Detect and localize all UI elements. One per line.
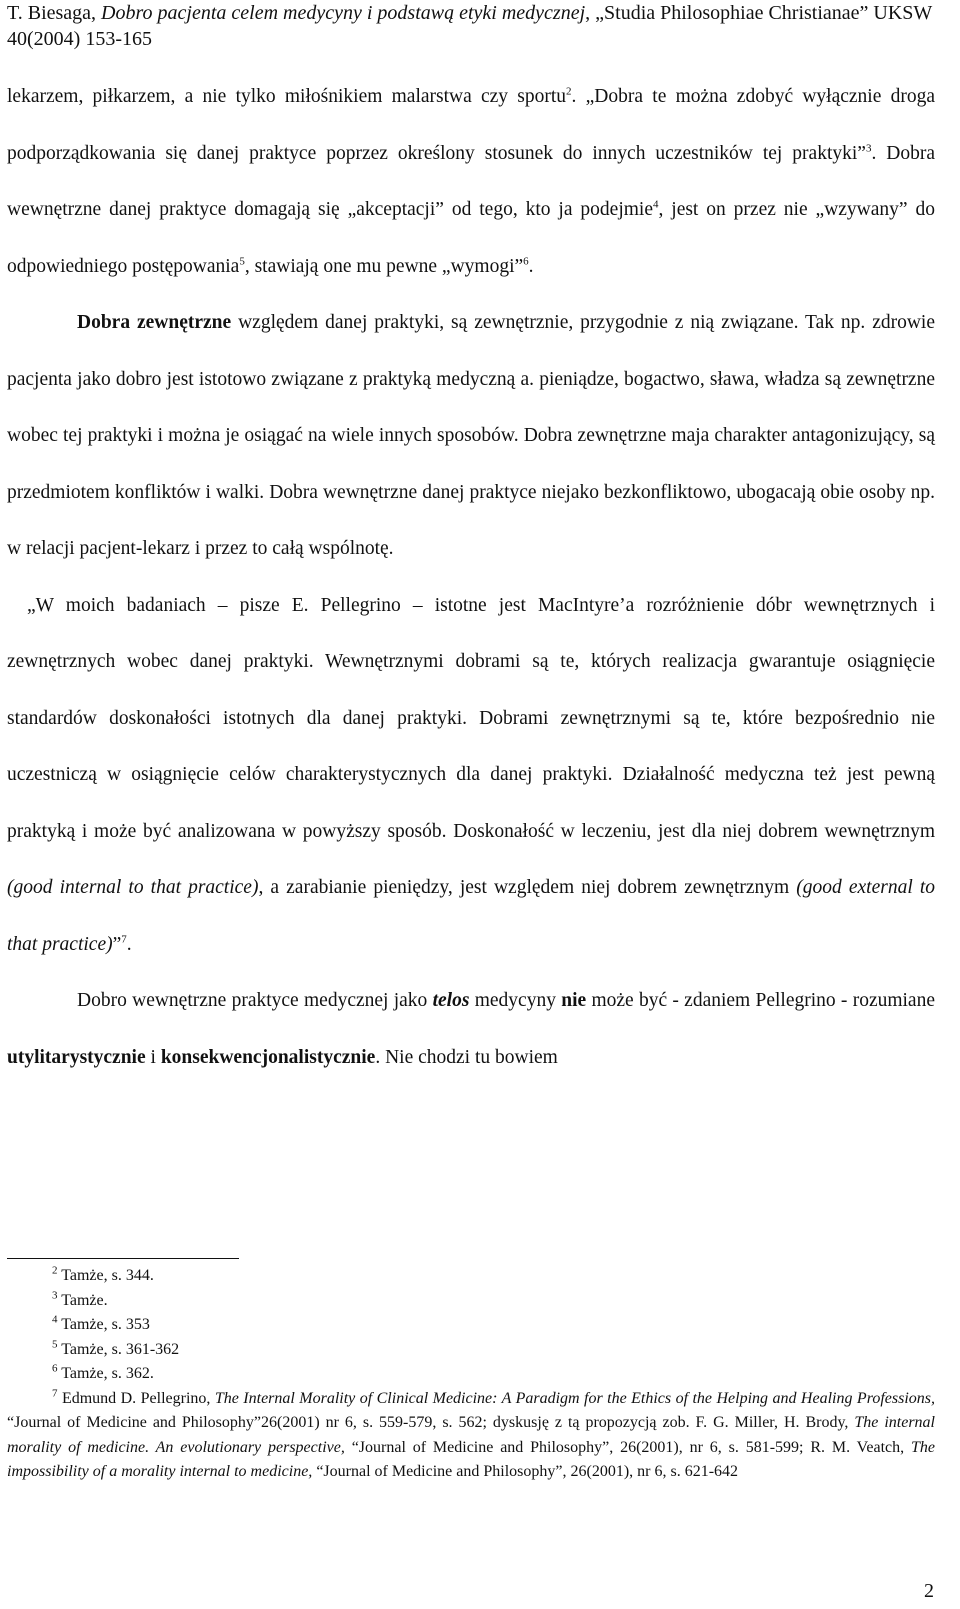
- bold-term: nie: [561, 990, 587, 1011]
- footnote-number: 7: [52, 1387, 58, 1400]
- footnote-item: [7, 1362, 935, 1387]
- text-run: lekarzem, piłkarzem, a nie tylko miłośnikiem malarstwa czy sportu: [7, 86, 567, 107]
- text-run: ”: [112, 933, 122, 955]
- page-number: 2: [924, 1580, 934, 1602]
- footnote-item: [7, 1338, 935, 1363]
- paragraph-2: [7, 295, 935, 578]
- footnote-italic: The Internal Morality of Clinical Medicine: A Paradigm for the Ethics of the Helping and Healing Professions,: [214, 1389, 935, 1407]
- footnote-text: “Journal of Medicine and Philosophy”, 26(2001), nr 6, s. 621-642: [312, 1463, 739, 1480]
- text-run: „W moich badaniach – pisze E. Pellegrino – istotne jest MacIntyre’a rozróżnienie dóbr wewnętrznych i zewnętrznych wobec danej praktyki. Wewnętrznymi dobrami są te, których realizacja gwarantuje osiągnięcie standardów doskonałości istotnych dla danej praktyki. Dobrami zewnętrznymi są te, które bezpośrednio nie uczestniczą w osiągnięcie celów charakterystycznych dla danej praktyki. Działalność medyczna też jest pewną praktyką i może być analizowana w powyższy sposób. Doskonałość w leczeniu, jest dla niej dobrem wewnętrznym: [7, 594, 935, 842]
- text-run: .: [528, 255, 534, 277]
- text-run: . „Dobra te można zdobyć wyłącznie droga podporządkowania się danej praktyce poprzez określony stosunek do innych uczestników tej praktyki”: [7, 86, 936, 164]
- footnote-text: “Journal of Medicine and Philosophy”26(2001) nr 6, s. 559-579, s. 562; dyskusję z tą propozycją zob. F. G. Miller, H. Brody,: [7, 1414, 855, 1431]
- footnote-ref[interactable]: 3: [865, 142, 872, 154]
- footnote-italic: The internal morality of medicine. An evolutionary perspective,: [7, 1414, 935, 1456]
- paragraph-1: [7, 69, 935, 295]
- paragraph-4: [7, 973, 935, 1086]
- text-run: . Dobra wewnętrzne danej praktyce domagają się „akceptacji” od tego, kto ja podejmie: [7, 142, 935, 220]
- italic-phrase: (good external to that practice): [7, 877, 935, 955]
- footnote-text: Tamże, s. 362.: [61, 1365, 154, 1382]
- footnote-number: 5: [52, 1338, 58, 1351]
- footnote-item: [7, 1313, 935, 1338]
- header-author: T. Biesaga,: [7, 2, 102, 24]
- footnote-text: “Journal of Medicine and Philosophy”, 26(2001), nr 6, s. 581-599; R. M. Veatch,: [344, 1438, 912, 1456]
- text-run: medycyny: [469, 990, 562, 1011]
- footnote-ref[interactable]: 2: [566, 85, 572, 98]
- header-title: Dobro pacjenta celem medycyny i podstawą etyki medycznej: [101, 2, 586, 24]
- text-run: może być - zdaniem Pellegrino - rozumiane: [586, 990, 935, 1011]
- footnote-text: Tamże.: [61, 1291, 108, 1309]
- footnote-separator: [7, 1258, 239, 1259]
- bold-term: konsekwencjonalistycznie: [160, 1046, 376, 1068]
- text-run: i: [145, 1046, 161, 1068]
- text-run: . Nie chodzi tu bowiem: [375, 1046, 558, 1068]
- footnote-text: Tamże, s. 361-362: [61, 1340, 180, 1358]
- footnote-number: 2: [52, 1264, 58, 1277]
- bold-italic-term: telos: [432, 990, 470, 1011]
- footnote-italic: The impossibility of a morality internal to medicine,: [7, 1438, 936, 1480]
- footnote-ref[interactable]: 4: [652, 198, 659, 211]
- bold-term: Dobra zewnętrzne: [77, 312, 232, 333]
- text-run: , jest on przez nie „wzywany” do odpowiedniego postępowania: [7, 199, 935, 277]
- footnote-ref[interactable]: 5: [239, 255, 245, 267]
- footnote-item: [7, 1264, 935, 1289]
- footnotes: [7, 1258, 935, 1485]
- text-run: , stawiają one mu pewne „wymogi”: [244, 255, 524, 277]
- footnote-item: [7, 1289, 935, 1314]
- main-text: [7, 69, 935, 1086]
- footnote-text: Tamże, s. 344.: [61, 1267, 154, 1284]
- italic-phrase: (good internal to that practice): [7, 877, 259, 898]
- footnote-text: Tamże, s. 353: [61, 1316, 150, 1333]
- footnote-item-7: [7, 1387, 935, 1485]
- footnote-ref[interactable]: 7: [121, 933, 127, 945]
- text-run: względem danej praktyki, są zewnętrznie, przygodnie z nią związane. Tak np. zdrowie pacjenta jako dobro jest istotowo związane z praktyką medyczną a. pieniądze, bogactwo, sława, władza są zewnętrzne wobec tej praktyki i można je osiągać na wiele innych sposobów. Dobra zewnętrzne maja charakter antagonizujący, są przedmiotem konfliktów i walki. Dobra wewnętrzne danej praktyce niejako bezkonfliktowo, ubogacają obie osoby np. w relacji pacjent-lekarz i przez to całą wspólnotę.: [7, 312, 935, 559]
- running-header: [7, 0, 935, 52]
- text-run: .: [126, 933, 132, 955]
- footnote-number: 3: [52, 1289, 58, 1302]
- text-run: , a zarabianie pieniędzy, jest względem niej dobrem zewnętrznym: [258, 877, 797, 898]
- bold-term: utylitarystycznie: [7, 1046, 146, 1068]
- footnote-number: 4: [52, 1313, 58, 1326]
- text-run: Dobro wewnętrzne praktyce medycznej jako: [77, 990, 433, 1011]
- footnote-number: 6: [52, 1362, 58, 1375]
- footnote-text: Edmund D. Pellegrino,: [57, 1389, 215, 1407]
- footnote-ref[interactable]: 6: [523, 255, 529, 267]
- paragraph-3: [7, 578, 935, 974]
- header-journal: , „Studia Philosophiae Christianae” UKSW 40(2004) 153-165: [7, 2, 932, 50]
